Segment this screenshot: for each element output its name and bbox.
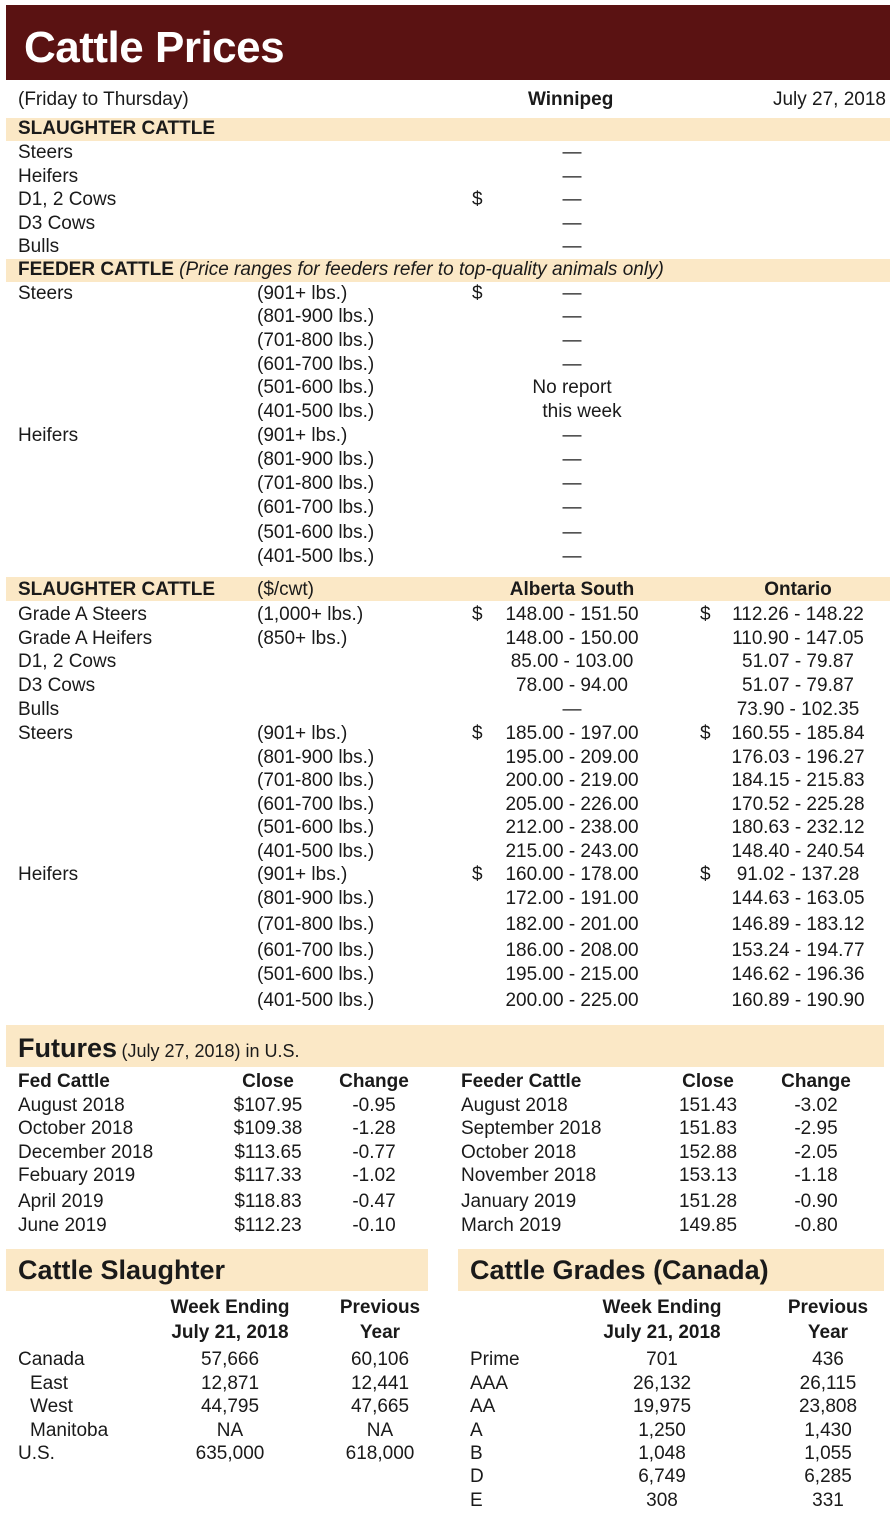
grades-title: Cattle Grades (Canada) bbox=[470, 1255, 769, 1285]
slaughter-title: Cattle Slaughter bbox=[18, 1255, 226, 1285]
winnipeg-value: — bbox=[562, 522, 582, 543]
grade-label: A bbox=[470, 1420, 483, 1441]
grade-prev: 1,430 bbox=[804, 1420, 852, 1441]
weight-class: (401-500 lbs.) bbox=[257, 990, 375, 1011]
grade-week: 19,975 bbox=[632, 1396, 692, 1417]
feeder-month: September 2018 bbox=[461, 1118, 602, 1139]
alberta-price: 195.00 - 215.00 bbox=[505, 964, 639, 985]
fed-change: -1.02 bbox=[352, 1165, 396, 1186]
currency-symbol: $ bbox=[472, 864, 483, 885]
weight-class: (901+ lbs.) bbox=[257, 723, 348, 744]
weight-class: (501-600 lbs.) bbox=[257, 377, 375, 398]
fed-change: -0.10 bbox=[352, 1215, 396, 1236]
futures-title: Futures bbox=[18, 1033, 118, 1063]
fed-close: $113.65 bbox=[234, 1142, 302, 1163]
row-label: D3 Cows bbox=[18, 213, 96, 234]
slaughter-col1-line1: Week Ending bbox=[170, 1297, 290, 1318]
grade-week: 26,132 bbox=[632, 1373, 692, 1394]
alberta-price: 186.00 - 208.00 bbox=[505, 940, 639, 961]
ontario-price: 51.07 - 79.87 bbox=[742, 651, 854, 672]
row-label: Steers bbox=[18, 283, 73, 304]
feeder-note: (Price ranges for feeders refer to top-quality animals only) bbox=[179, 259, 664, 280]
winnipeg-value: — bbox=[562, 189, 582, 210]
slaughter-week: 12,871 bbox=[200, 1373, 260, 1394]
alberta-price: 182.00 - 201.00 bbox=[505, 914, 639, 935]
grade-label: B bbox=[470, 1443, 483, 1464]
alberta-price: 200.00 - 219.00 bbox=[505, 770, 639, 791]
fed-change: -0.95 bbox=[352, 1095, 396, 1116]
grade-week: 1,250 bbox=[638, 1420, 686, 1441]
weight-class: (801-900 lbs.) bbox=[257, 747, 375, 768]
grade-prev: 6,285 bbox=[804, 1466, 852, 1487]
alberta-price: 160.00 - 178.00 bbox=[505, 864, 639, 885]
feeder-change-header: Change bbox=[781, 1071, 851, 1092]
fed-month: Febuary 2019 bbox=[18, 1165, 136, 1186]
grade-prev: 436 bbox=[812, 1349, 844, 1370]
grade-label: E bbox=[470, 1490, 483, 1511]
grades-col1-line1: Week Ending bbox=[602, 1297, 722, 1318]
feeder-change: -2.05 bbox=[794, 1142, 838, 1163]
winnipeg-value: — bbox=[562, 425, 582, 446]
weight-class: (401-500 lbs.) bbox=[257, 841, 375, 862]
slaughter-prev: 47,665 bbox=[350, 1396, 410, 1417]
ontario-price: 170.52 - 225.28 bbox=[731, 794, 865, 815]
weight-class: (701-800 lbs.) bbox=[257, 330, 375, 351]
weight-class: (850+ lbs.) bbox=[257, 628, 348, 649]
feeder-month: October 2018 bbox=[461, 1142, 577, 1163]
grade-label: D bbox=[470, 1466, 484, 1487]
fed-month: August 2018 bbox=[18, 1095, 125, 1116]
alberta-price: 195.00 - 209.00 bbox=[505, 747, 639, 768]
feeder-change: -3.02 bbox=[794, 1095, 838, 1116]
ontario-price: 148.40 - 240.54 bbox=[731, 841, 865, 862]
feeder-header-line bbox=[18, 259, 664, 281]
feeder-cattle-header: Feeder Cattle bbox=[461, 1071, 582, 1092]
currency-symbol: $ bbox=[472, 189, 483, 210]
alberta-price: 148.00 - 151.50 bbox=[505, 604, 639, 625]
winnipeg-slaughter-header: SLAUGHTER CATTLE bbox=[18, 118, 216, 139]
grade-prev: 23,808 bbox=[798, 1396, 858, 1417]
futures-title-line bbox=[18, 1033, 300, 1064]
alberta-price: 172.00 - 191.00 bbox=[505, 888, 639, 909]
weight-class: (701-800 lbs.) bbox=[257, 473, 375, 494]
fed-month: October 2018 bbox=[18, 1118, 134, 1139]
market-label: Winnipeg bbox=[528, 89, 614, 110]
weight-class: (801-900 lbs.) bbox=[257, 306, 375, 327]
winnipeg-value: — bbox=[562, 142, 582, 163]
feeder-close: 151.83 bbox=[678, 1118, 738, 1139]
winnipeg-value: — bbox=[562, 306, 582, 327]
feeder-close-header: Close bbox=[682, 1071, 734, 1092]
feeder-header: FEEDER CATTLE bbox=[18, 259, 174, 280]
feeder-close: 151.43 bbox=[678, 1095, 738, 1116]
slaughter-col1-line2: July 21, 2018 bbox=[171, 1322, 289, 1343]
feeder-change: -0.90 bbox=[794, 1191, 838, 1212]
fed-cattle-header: Fed Cattle bbox=[18, 1071, 110, 1092]
winnipeg-value: — bbox=[562, 354, 582, 375]
fed-month: June 2019 bbox=[18, 1215, 107, 1236]
winnipeg-value: — bbox=[562, 213, 582, 234]
weight-class: (601-700 lbs.) bbox=[257, 354, 375, 375]
ontario-price: 110.90 - 147.05 bbox=[732, 628, 864, 649]
row-label: Bulls bbox=[18, 236, 60, 257]
winnipeg-value: — bbox=[562, 283, 582, 304]
row-label: Heifers bbox=[18, 864, 79, 885]
fed-close: $112.23 bbox=[234, 1215, 302, 1236]
alberta-price: 215.00 - 243.00 bbox=[505, 841, 639, 862]
alberta-price: 200.00 - 225.00 bbox=[505, 990, 639, 1011]
fed-month: April 2019 bbox=[18, 1191, 104, 1212]
currency-symbol: $ bbox=[472, 604, 483, 625]
slaughter-week: NA bbox=[216, 1420, 244, 1441]
grade-label: AA bbox=[470, 1396, 496, 1417]
period-label: (Friday to Thursday) bbox=[18, 89, 189, 110]
slaughter-region: U.S. bbox=[18, 1443, 55, 1464]
ontario-price: 91.02 - 137.28 bbox=[736, 864, 860, 885]
winnipeg-value: No report bbox=[532, 377, 612, 398]
fed-change: -0.47 bbox=[352, 1191, 396, 1212]
weight-class: (701-800 lbs.) bbox=[257, 770, 375, 791]
grade-week: 308 bbox=[646, 1490, 678, 1511]
weight-class: (401-500 lbs.) bbox=[257, 546, 375, 567]
fed-close: $117.33 bbox=[234, 1165, 302, 1186]
weight-class: (901+ lbs.) bbox=[257, 864, 348, 885]
weight-class: (1,000+ lbs.) bbox=[257, 604, 364, 625]
row-label: D1, 2 Cows bbox=[18, 651, 117, 672]
weight-class: (801-900 lbs.) bbox=[257, 449, 375, 470]
winnipeg-value: — bbox=[562, 546, 582, 567]
grade-label: AAA bbox=[470, 1373, 509, 1394]
page-title: Cattle Prices bbox=[24, 23, 285, 72]
row-label: Heifers bbox=[18, 425, 79, 446]
currency-symbol: $ bbox=[700, 723, 711, 744]
weight-class: (601-700 lbs.) bbox=[257, 497, 375, 518]
fed-change: -0.77 bbox=[352, 1142, 396, 1163]
ontario-price: 144.63 - 163.05 bbox=[731, 888, 865, 909]
weight-class: (501-600 lbs.) bbox=[257, 817, 375, 838]
row-label: D3 Cows bbox=[18, 675, 96, 696]
ontario-price: 184.15 - 215.83 bbox=[731, 770, 865, 791]
slaughter-prev: 618,000 bbox=[345, 1443, 415, 1464]
slaughter-region: Canada bbox=[18, 1349, 85, 1370]
weight-class: (701-800 lbs.) bbox=[257, 914, 375, 935]
currency-symbol: $ bbox=[700, 864, 711, 885]
winnipeg-value: — bbox=[562, 166, 582, 187]
feeder-month: March 2019 bbox=[461, 1215, 562, 1236]
fed-close: $109.38 bbox=[233, 1118, 303, 1139]
currency-symbol: $ bbox=[700, 604, 711, 625]
alberta-price: — bbox=[562, 699, 582, 720]
feeder-month: November 2018 bbox=[461, 1165, 597, 1186]
winnipeg-value: — bbox=[562, 497, 582, 518]
ontario-price: 146.89 - 183.12 bbox=[731, 914, 865, 935]
fed-change-header: Change bbox=[339, 1071, 409, 1092]
feeder-month: January 2019 bbox=[461, 1191, 577, 1212]
grade-week: 1,048 bbox=[638, 1443, 686, 1464]
alberta-price: 212.00 - 238.00 bbox=[505, 817, 639, 838]
ontario-price: 160.55 - 185.84 bbox=[731, 723, 865, 744]
slaughter-prev: 60,106 bbox=[350, 1349, 410, 1370]
ontario-price: 180.63 - 232.12 bbox=[731, 817, 865, 838]
feeder-change: -2.95 bbox=[794, 1118, 838, 1139]
slaughter-week: 635,000 bbox=[195, 1443, 265, 1464]
slaughter-week: 57,666 bbox=[200, 1349, 260, 1370]
row-label: Heifers bbox=[18, 166, 79, 187]
fed-change: -1.28 bbox=[352, 1118, 396, 1139]
currency-symbol: $ bbox=[472, 283, 483, 304]
alberta-col-header: Alberta South bbox=[509, 579, 635, 600]
title-banner bbox=[6, 5, 890, 80]
weight-class: (801-900 lbs.) bbox=[257, 888, 375, 909]
row-label: Grade A Heifers bbox=[18, 628, 153, 649]
grade-week: 6,749 bbox=[638, 1466, 686, 1487]
feeder-close: 151.28 bbox=[678, 1191, 738, 1212]
alberta-price: 185.00 - 197.00 bbox=[505, 723, 639, 744]
feeder-close: 153.13 bbox=[678, 1165, 738, 1186]
weight-class: (501-600 lbs.) bbox=[257, 964, 375, 985]
weight-class: (501-600 lbs.) bbox=[257, 522, 375, 543]
fed-month: December 2018 bbox=[18, 1142, 154, 1163]
feeder-change: -0.80 bbox=[794, 1215, 838, 1236]
feeder-close: 152.88 bbox=[678, 1142, 738, 1163]
weight-class: (401-500 lbs.) bbox=[257, 401, 375, 422]
report-date: July 27, 2018 bbox=[772, 89, 886, 110]
winnipeg-value: this week bbox=[542, 401, 622, 422]
fed-close: $107.95 bbox=[233, 1095, 303, 1116]
grade-label: Prime bbox=[470, 1349, 520, 1370]
ontario-col-header: Ontario bbox=[764, 579, 832, 600]
row-label: Grade A Steers bbox=[18, 604, 147, 625]
grade-prev: 26,115 bbox=[799, 1373, 857, 1394]
fed-close: $118.83 bbox=[234, 1191, 302, 1212]
row-label: Bulls bbox=[18, 699, 60, 720]
ontario-price: 153.24 - 194.77 bbox=[731, 940, 865, 961]
alberta-price: 148.00 - 150.00 bbox=[505, 628, 639, 649]
alberta-price: 205.00 - 226.00 bbox=[505, 794, 639, 815]
ontario-price: 73.90 - 102.35 bbox=[736, 699, 860, 720]
slaughter-col2-line1: Previous bbox=[339, 1297, 421, 1318]
currency-symbol: $ bbox=[472, 723, 483, 744]
weight-class: (901+ lbs.) bbox=[257, 425, 348, 446]
markets-unit: ($/cwt) bbox=[257, 579, 314, 600]
slaughter-week: 44,795 bbox=[200, 1396, 260, 1417]
grade-prev: 331 bbox=[812, 1490, 844, 1511]
ontario-price: 176.03 - 196.27 bbox=[731, 747, 865, 768]
winnipeg-value: — bbox=[562, 449, 582, 470]
ontario-price: 112.26 - 148.22 bbox=[732, 604, 864, 625]
row-label: Steers bbox=[18, 723, 73, 744]
slaughter-region: Manitoba bbox=[30, 1420, 109, 1441]
weight-class: (601-700 lbs.) bbox=[257, 940, 375, 961]
slaughter-region: West bbox=[30, 1396, 73, 1417]
feeder-change: -1.18 bbox=[794, 1165, 838, 1186]
winnipeg-value: — bbox=[562, 330, 582, 351]
alberta-price: 85.00 - 103.00 bbox=[510, 651, 634, 672]
winnipeg-value: — bbox=[562, 473, 582, 494]
weight-class: (901+ lbs.) bbox=[257, 283, 348, 304]
row-label: Steers bbox=[18, 142, 73, 163]
weight-class: (601-700 lbs.) bbox=[257, 794, 375, 815]
grades-col1-line2: July 21, 2018 bbox=[603, 1322, 721, 1343]
ontario-price: 160.89 - 190.90 bbox=[731, 990, 865, 1011]
alberta-price: 78.00 - 94.00 bbox=[516, 675, 628, 696]
grade-week: 701 bbox=[646, 1349, 678, 1370]
slaughter-prev: 12,441 bbox=[350, 1373, 410, 1394]
grades-col2-line1: Previous bbox=[787, 1297, 869, 1318]
ontario-price: 146.62 - 196.36 bbox=[731, 964, 865, 985]
winnipeg-value: — bbox=[562, 236, 582, 257]
slaughter-prev: NA bbox=[366, 1420, 394, 1441]
row-label: D1, 2 Cows bbox=[18, 189, 117, 210]
ontario-price: 51.07 - 79.87 bbox=[742, 675, 854, 696]
grade-prev: 1,055 bbox=[804, 1443, 852, 1464]
fed-close-header: Close bbox=[242, 1071, 294, 1092]
futures-subtitle: (July 27, 2018) in U.S. bbox=[121, 1041, 300, 1061]
grades-col2-line2: Year bbox=[807, 1322, 849, 1343]
feeder-close: 149.85 bbox=[678, 1215, 738, 1236]
markets-header: SLAUGHTER CATTLE bbox=[18, 579, 216, 600]
slaughter-region: East bbox=[30, 1373, 69, 1394]
feeder-month: August 2018 bbox=[461, 1095, 568, 1116]
slaughter-col2-line2: Year bbox=[359, 1322, 401, 1343]
